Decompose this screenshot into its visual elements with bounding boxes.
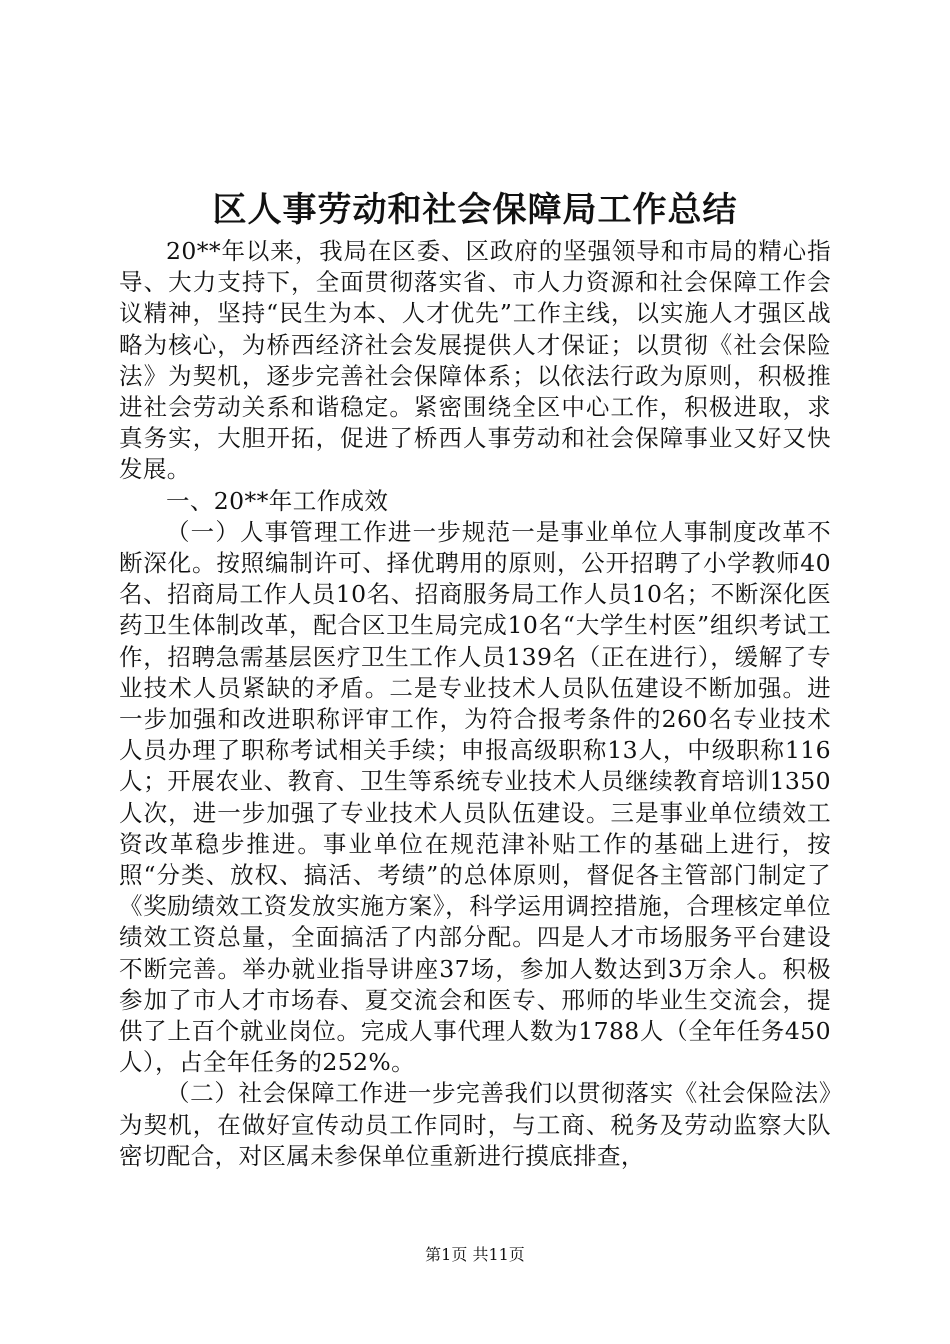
section-heading: 一、20**年工作成效 xyxy=(166,486,389,515)
personnel-paragraph: （一）人事管理工作进一步规范一是事业单位人事制度改革不断深化。按照编制许可、择优聘用的原则，公开招聘了小学教师40名、招商局工作人员10名、招商服务局工作人员10名；不断深化医药卫生体制改革，配合区卫生局完成10名“大学生村医”组织考试工作，招聘急需基层医疗卫生工作人员139名（正在进行），缓解了专业技术人员紧缺的矛盾。二是专业技术人员队伍建设不断加强。进一步加强和改进职称评审工作，为符合报考条件的260名专业技术人员办理了职称考试相关手续；申报高级职称13人，中级职称116人；开展农业、教育、卫生等系统专业技术人员继续教育培训1350人次，进一步加强了专业技术人员队伍建设。三是事业单位绩效工资改革稳步推进。事业单位在规范津补贴工作的基础上进行，按照“分类、放权、搞活、考绩”的总体原则，督促各主管部门制定了《奖励绩效工资发放实施方案》，科学运用调控措施，合理核定单位绩效工资总量，全面搞活了内部分配。四是人才市场服务平台建设不断完善。举办就业指导讲座37场，参加人数达到3万余人。积极参加了市人才市场春、夏交流会和医专、邢师的毕业生交流会，提供了上百个就业岗位。完成人事代理人数为1788人（全年任务450人），占全年任务的252%。 xyxy=(119,517,831,1077)
document-title: 区人事劳动和社会保障局工作总结 xyxy=(212,190,738,230)
intro-paragraph: 20**年以来，我局在区委、区政府的坚强领导和市局的精心指导、大力支持下，全面贯彻落实省、市人力资源和社会保障工作会议精神，坚持“民生为本、人才优先”工作主线，以实施人才强区战略为核心，为桥西经济社会发展提供人才保证；以贯彻《社会保险法》为契机，逐步完善社会保障体系；以依法行政为原则，积极推进社会劳动关系和谐稳定。紧密围绕全区中心工作，积极进取，求真务实，大胆开拓，促进了桥西人事劳动和社会保障事业又好又快发展。 xyxy=(119,237,831,484)
document-body xyxy=(119,236,831,1172)
page-footer: 第1页 共11页 xyxy=(425,1245,525,1264)
social-security-paragraph: （二）社会保障工作进一步完善我们以贯彻落实《社会保险法》为契机，在做好宣传动员工作同时，与工商、税务及劳动监察大队密切配合，对区属未参保单位重新进行摸底排查， xyxy=(119,1079,831,1170)
